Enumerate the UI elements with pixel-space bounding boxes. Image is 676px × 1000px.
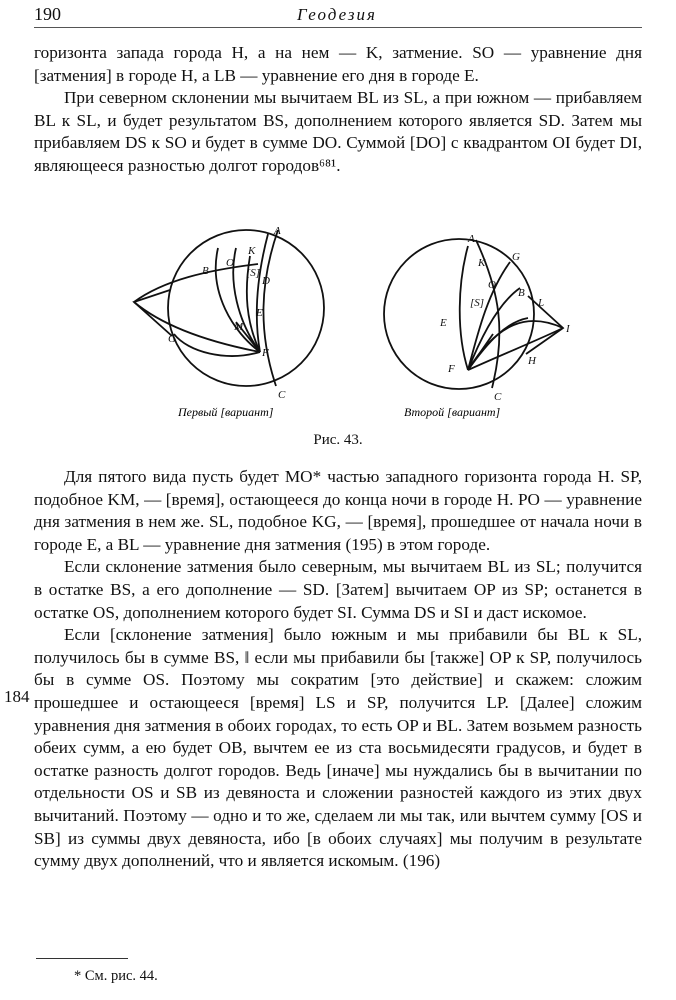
running-title: Геодезия <box>297 5 377 24</box>
figure-43 <box>108 222 628 422</box>
left-point-a: A <box>274 225 281 237</box>
left-point-d: D <box>262 275 270 287</box>
right-point-h: H <box>528 355 536 367</box>
right-point-k: K <box>478 257 486 269</box>
left-point-m: M <box>234 321 244 333</box>
paragraph: Для пятого вида пусть будет MO* частью западного горизонта города H. SP, подобное KM, — [время], остающееся до конца ночи в городе H. PO — уравнение дня затмения в нем же. SL, подобное KG, — [время], прошедшее от начала ночи в городе E, а BL — уравнение дня затмения (195) в этом городе. <box>34 467 642 554</box>
figure-diagram <box>108 222 628 422</box>
left-variant-label: Первый [вариант] <box>178 405 274 419</box>
footnote: * См. рис. 44. <box>74 968 158 984</box>
figure-caption: Рис. 43. <box>313 432 363 448</box>
left-point-g: G <box>168 333 176 345</box>
right-point-l: L <box>538 297 545 309</box>
left-point-b: B <box>202 265 209 277</box>
right-point-e: E <box>440 317 447 329</box>
left-point-o: O <box>226 257 234 269</box>
page-header <box>34 4 640 28</box>
right-point-b: B <box>518 287 525 299</box>
right-point-o: O <box>488 279 496 291</box>
paragraph: горизонта запада города H, а на нем — K, затмение. SO — уравнение дня [затмения] в городе H, а LB — уравнение его дня в городе E. <box>34 43 642 85</box>
right-point-a: A <box>468 233 475 245</box>
left-point-f: F <box>262 347 269 359</box>
paragraph: При северном склонении мы вычитаем BL из SL, а при южном — прибавляем BL к SL, и будет результатом BS, дополнением которого является SD. Затем мы прибавляем DS к SO и будет в сумме DO. Суммой [DO] с квадрантом OI будет DI, являющееся разностью долгот городов⁶⁸¹. <box>34 88 642 175</box>
left-circle <box>168 230 324 386</box>
right-point-c: C <box>494 391 502 403</box>
left-point-e: E <box>256 307 263 319</box>
right-point-f: F <box>448 363 455 375</box>
footnote-rule <box>36 958 128 959</box>
right-point-g1: G <box>512 251 520 263</box>
right-point-i: I <box>566 323 570 335</box>
header-rule <box>34 27 642 28</box>
paragraph: Если [склонение затмения] было южным и мы прибавили бы BL к SL, получилось бы в сумме BS, ‖ если мы прибавили бы [также] OP к SP, получилось бы в сумме OS. Поэтому мы сократим [это действие] и скажем: сложим прошедшее и остающееся [время] LS и SP, получится LP. [Далее] сложим уравнения дня затмения в обоих городах, то есть OP и BL. Затем возьмем разность обеих сумм, а ею будет OB, вычтем ее из ста восьмидесяти градусов, и будет в остатке разность долгот городов. Ведь [иначе] мы нуждались бы в вычитании по отдельности OS и SB из девяноста и сложении разностей каждого из этих двух вычитаний. Поэтому — одно и то же, сделаем ли мы так, или вычтем сумму [OS и SB] из суммы двух девяноста, ибо [в обоих случаях] мы получим в результате сумму двух дополнений, что и является искомым. (196) <box>34 625 642 871</box>
text-block-bottom <box>34 466 642 873</box>
right-point-s: [S] <box>470 297 485 309</box>
left-diagram <box>134 230 324 386</box>
left-pointer <box>134 290 172 336</box>
right-variant-label: Второй [вариант] <box>404 405 501 419</box>
left-point-s: [S] <box>246 267 261 279</box>
paragraph: Если склонение затмения было северным, мы вычитаем BL из SL; получится в остатке BS, а его дополнение — SD. [Затем] вычитаем OP из SP; останется в остатке OS, дополнением которого будет SI. Сумма DS и SI и даст искомое. <box>34 557 642 622</box>
right-diagram <box>384 239 563 389</box>
margin-page-number: 184 <box>4 687 30 706</box>
left-point-k: K <box>248 245 256 257</box>
text-block-top <box>34 42 642 178</box>
page-number: 190 <box>34 4 61 24</box>
left-point-c: C <box>278 389 286 401</box>
